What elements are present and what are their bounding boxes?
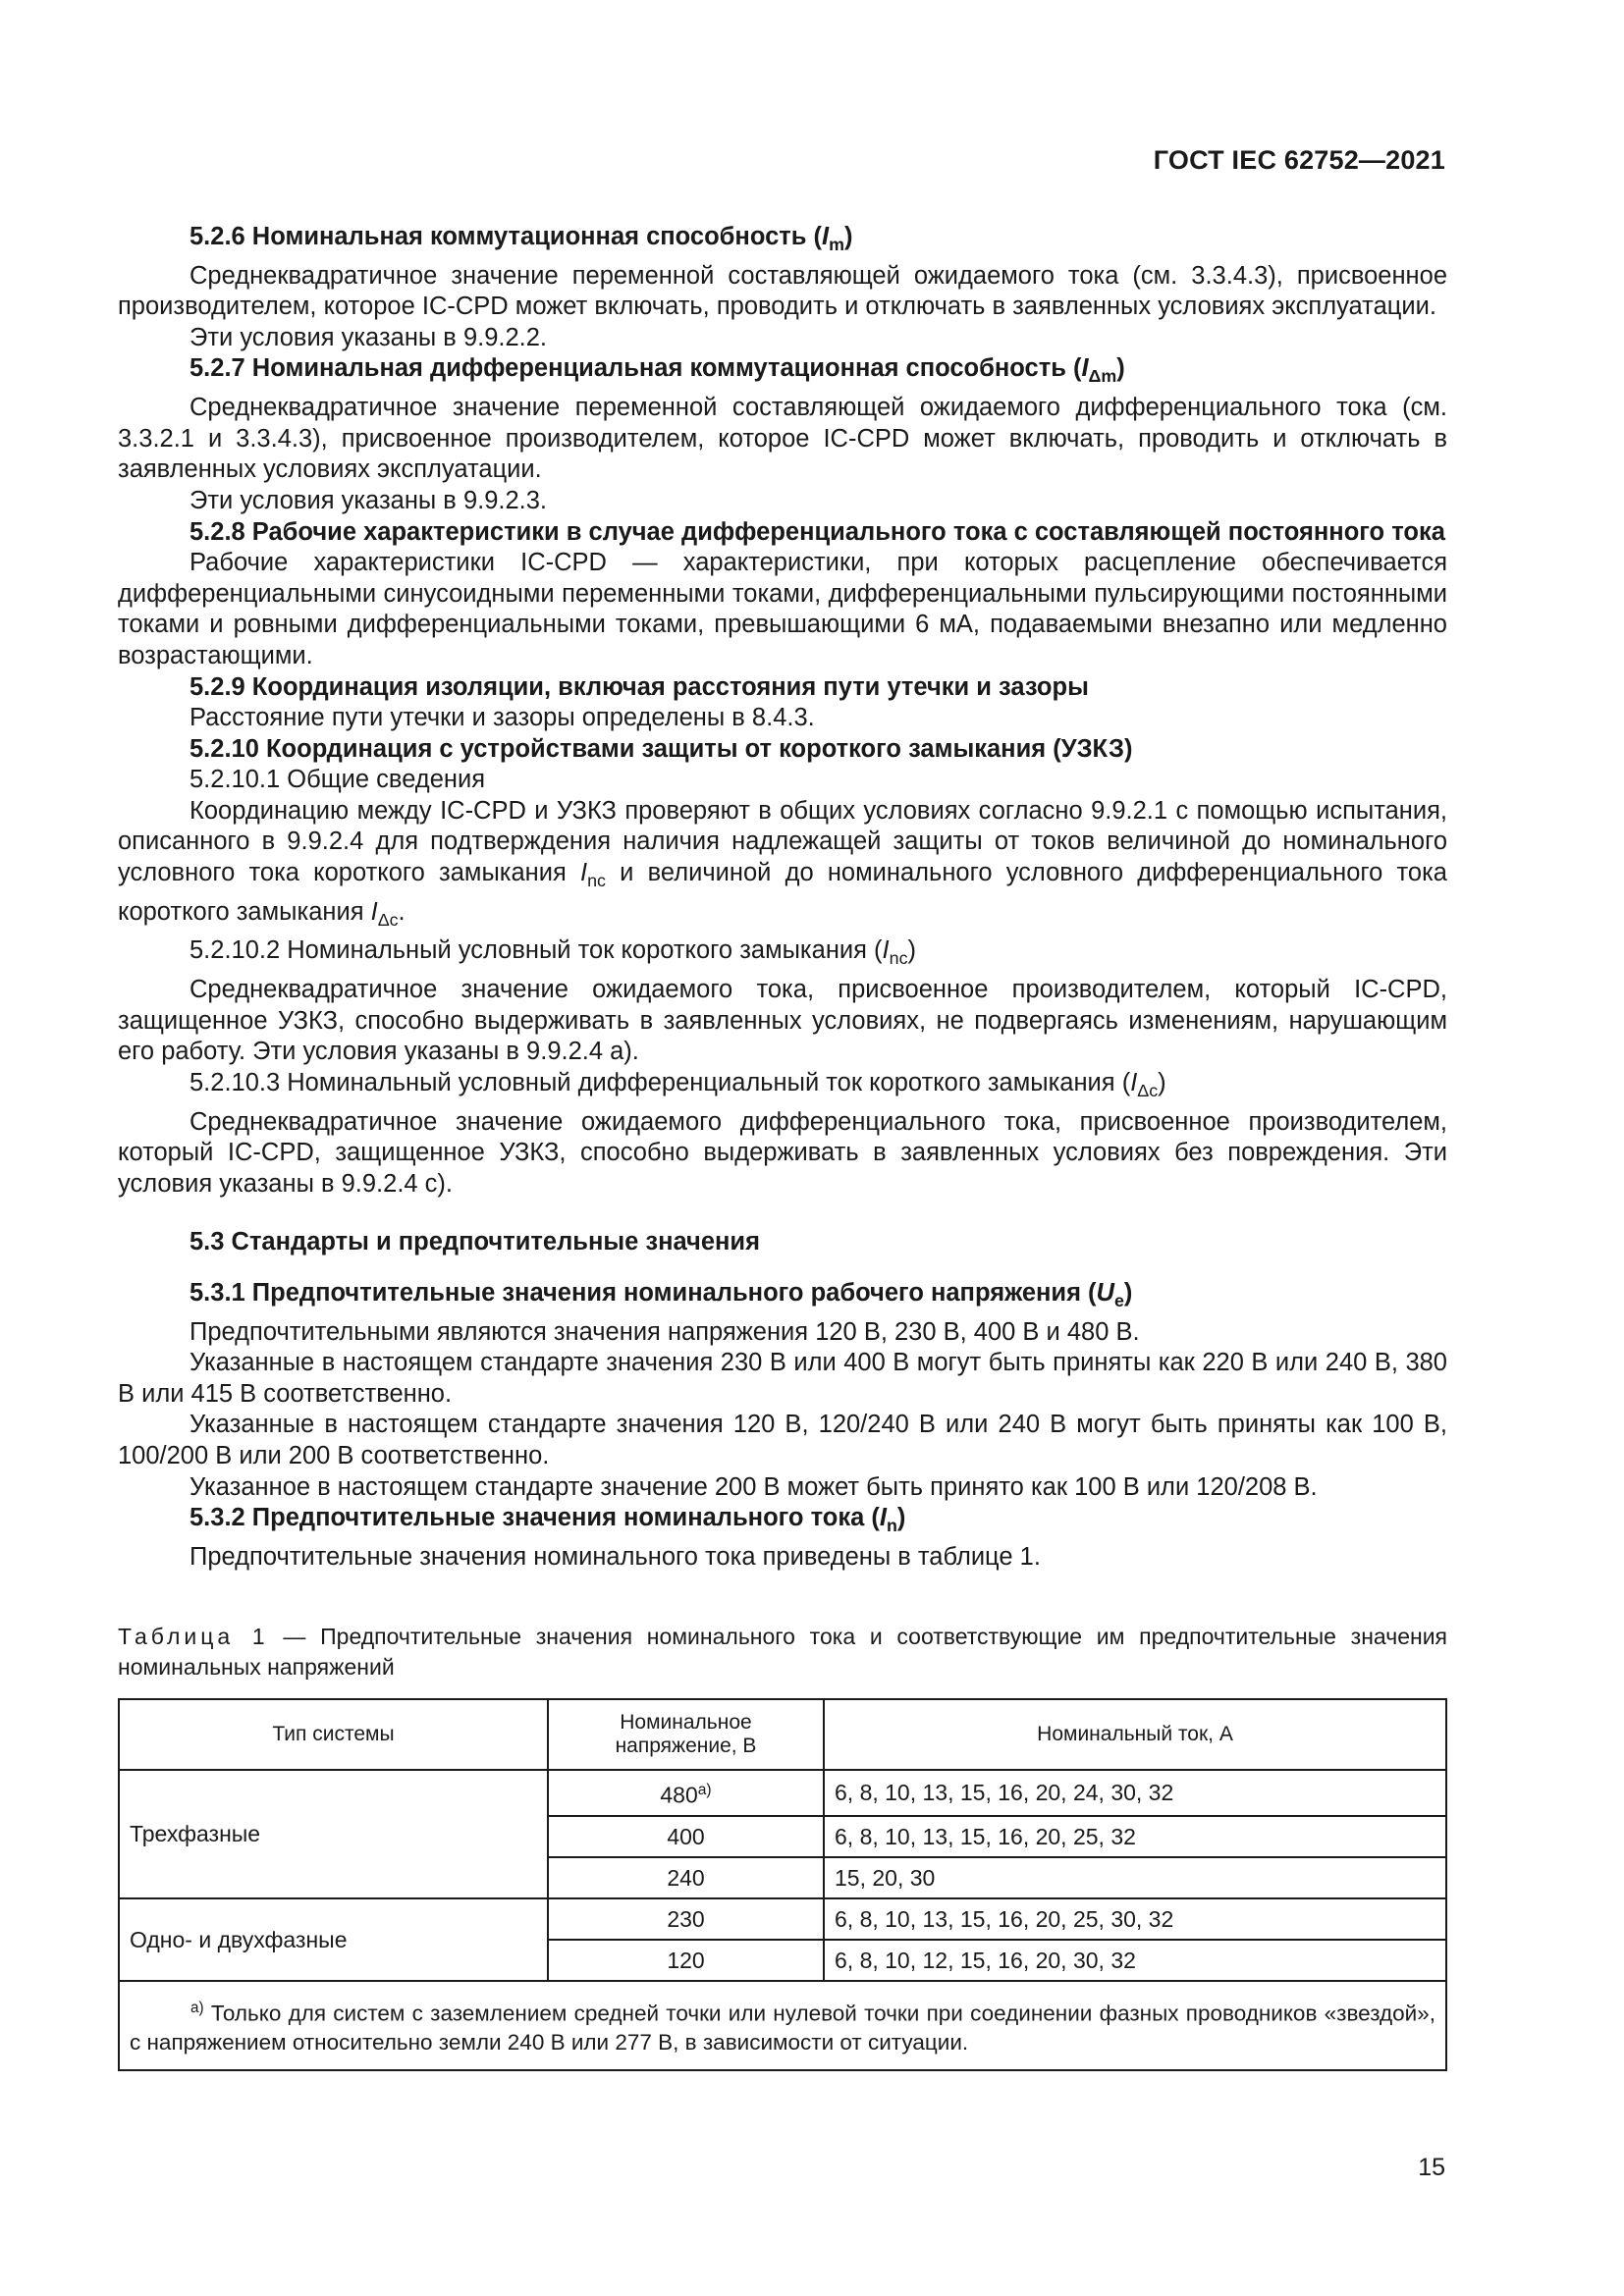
subheading-5-2-10-1: 5.2.10.1 Общие сведения <box>189 766 486 794</box>
currents-cell: 6, 8, 10, 13, 15, 16, 20, 25, 32 <box>824 1816 1446 1857</box>
heading-5-3-2: 5.3.2 Предпочтительные значения номинального тока $(I_n)$ <box>189 1504 906 1536</box>
currents-cell: 6, 8, 10, 13, 15, 16, 20, 24, 30, 32 <box>824 1770 1446 1816</box>
group-three-phase: Трехфазные <box>119 1770 548 1898</box>
voltage-cell: 240 <box>548 1857 824 1898</box>
paragraph: Эти условия указаны в 9.9.2.3. <box>189 486 548 514</box>
rated-current-table <box>118 1698 1447 2071</box>
page-number: 15 <box>1418 2154 1445 2181</box>
voltage-cell: 230 <box>548 1898 824 1940</box>
table-header-row <box>119 1699 1446 1770</box>
header-current: Номинальный ток, А <box>824 1699 1446 1770</box>
header-system-type: Тип системы <box>119 1699 548 1770</box>
voltage-cell: $480^{а)}$ <box>548 1770 824 1816</box>
heading-5-2-6: 5.2.6 Номинальная коммутационная способность $(I_m)$ <box>189 223 853 255</box>
paragraph: Среднеквадратичное значение ожидаемого дифференциального тока, присвоенное производителем, который IC-CPD, защищенное УЗКЗ, способно выдерживать в заявленных условиях без повреждения. Эти условия указаны в 9.9.2.4 с). <box>118 1107 1447 1198</box>
document-body <box>118 222 1447 1574</box>
currents-cell: 15, 20, 30 <box>824 1857 1446 1898</box>
paragraph: Среднеквадратичное значение ожидаемого тока, присвоенное производителем, который IC-CPD, защищенное УЗКЗ, способно выдерживать в заявленных условиях, не подвергаясь изменениям, нарушающим его работу. Эти условия указаны в 9.9.2.4 а). <box>118 976 1447 1066</box>
heading-5-2-9: 5.2.9 Координация изоляции, включая расстояния пути утечки и зазоры <box>189 672 1089 701</box>
heading-5-3-1: 5.3.1 Предпочтительные значения номинального рабочего напряжения $(U_e)$ <box>189 1278 1133 1311</box>
paragraph: Рабочие характеристики IC-CPD — характеристики, при которых расцепление обеспечивается дифференциальными синусоидными переменными токами, дифференциальными пульсирующими постоянными токами и ровными дифференциальными токами, превышающими 6 мА, подаваемыми внезапно или медленно возрастающими. <box>118 549 1447 669</box>
table-footnote: $^{а)}$ Только для систем с заземлением средней точки или нулевой точки при соединении фазных проводников «звездой», с напряжением относительно земли 240 В или 277 В, в зависимости от ситуации. <box>119 1981 1446 2071</box>
paragraph: Указанные в настоящем стандарте значения 230 В или 400 В могут быть приняты как 220 В или 240 В, 380 В или 415 В соответственно. <box>118 1349 1447 1408</box>
currents-cell: 6, 8, 10, 12, 15, 16, 20, 30, 32 <box>824 1940 1446 1981</box>
paragraph: Координацию между IC-CPD и УЗКЗ проверяют в общих условиях согласно 9.9.2.1 с помощью испытания, описанного в 9.9.2.4 для подтверждения наличия надлежащей защиты от токов величиной до номинального условного тока короткого замыкания $I_{nc}$ и величиной до номинального условного дифференциального тока короткого замыкания $I_{\Delta c}$. <box>118 796 1447 930</box>
heading-5-2-7: 5.2.7 Номинальная дифференциальная коммутационная способность $(I_{\Delta m})$ <box>189 354 1125 387</box>
currents-cell: 6, 8, 10, 13, 15, 16, 20, 25, 30, 32 <box>824 1898 1446 1940</box>
voltage-cell: 400 <box>548 1816 824 1857</box>
paragraph: Указанное в настоящем стандарте значение 200 В может быть принято как 100 В или 120/208 В. <box>189 1472 1318 1501</box>
subheading-5-2-10-2: 5.2.10.2 Номинальный условный ток короткого замыкания $(I_{nc})$ <box>189 936 916 969</box>
table-row <box>119 1770 1446 1816</box>
heading-5-2-8: 5.2.8 Рабочие характеристики в случае дифференциального тока с составляющей постоянного тока <box>189 517 1445 546</box>
document-header: ГОСТ IEC 62752—2021 <box>1153 145 1445 175</box>
header-voltage: Номинальное напряжение, В <box>548 1699 824 1770</box>
heading-5-3: 5.3 Стандарты и предпочтительные значения <box>189 1228 760 1256</box>
heading-5-2-10: 5.2.10 Координация с устройствами защиты от короткого замыкания (УЗКЗ) <box>189 734 1133 763</box>
paragraph: Среднеквадратичное значение переменной составляющей ожидаемого тока (см. 3.3.4.3), присвоенное производителем, которое IC-CPD может включать, проводить и отключать в заявленных условиях эксплуатации. <box>118 261 1447 321</box>
table-footnote-row <box>119 1981 1446 2071</box>
paragraph: Эти условия указаны в 9.9.2.2. <box>189 323 548 351</box>
paragraph: Предпочтительные значения номинального тока приведены в таблице 1. <box>189 1542 1041 1571</box>
voltage-cell: 120 <box>548 1940 824 1981</box>
subheading-5-2-10-3: 5.2.10.3 Номинальный условный дифференциальный ток короткого замыкания $(I_{\Delta c})$ <box>189 1068 1166 1100</box>
paragraph: Указанные в настоящем стандарте значения 120 В, 120/240 В или 240 В могут быть приняты как 100 В, 100/200 В или 200 В соответственно. <box>118 1411 1447 1470</box>
table-row <box>119 1898 1446 1940</box>
paragraph: Предпочтительными являются значения напряжения 120 В, 230 В, 400 В и 480 В. <box>189 1317 1140 1346</box>
paragraph: Среднеквадратичное значение переменной составляющей ожидаемого дифференциального тока (см. 3.3.2.1 и 3.3.4.3), присвоенное производителем, которое IC-CPD может включать, проводить и отключать в заявленных условиях эксплуатации. <box>118 394 1447 484</box>
paragraph: Расстояние пути утечки и зазоры определены в 8.4.3. <box>189 704 815 732</box>
group-single-phase: Одно- и двухфазные <box>119 1898 548 1981</box>
table-caption: Таблица 1 — Предпочтительные значения номинального тока и соответствующие им предпочтительные значения номинальных напряжений <box>118 1624 1447 1680</box>
